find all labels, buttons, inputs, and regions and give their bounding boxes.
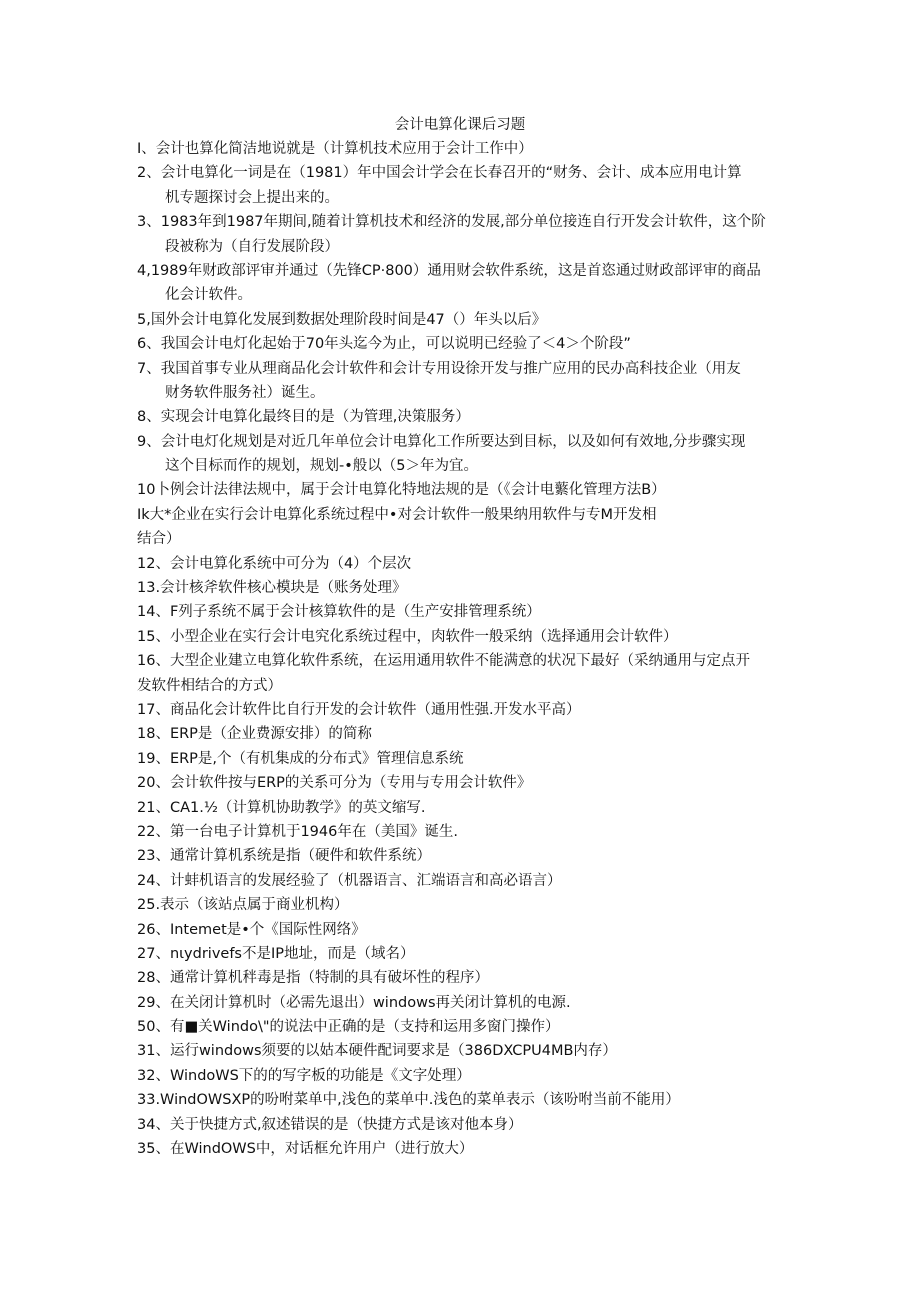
- question-line: 35、在WindOWS中，对话框允许用户（进行放大）: [137, 1141, 474, 1158]
- question-line: 14、F列子系统不属于会计核算软件的是（生产安排管理系统）: [137, 604, 541, 621]
- question-line: 26、Intemet是•个《国际性网络》: [137, 921, 366, 938]
- question-line: 32、WindoWS下的的写字板的功能是《文字处理）: [137, 1067, 471, 1084]
- question-line: 19、ERP是,个（有机集成的分布式》管理信息系统: [137, 750, 464, 767]
- question-line: 发软件相结合的方式）: [137, 677, 282, 694]
- question-line: 6、我国会计电灯化起始于70年头迄今为止，可以说明已经验了＜4＞个阶段”: [137, 336, 631, 353]
- question-line: 7、我国首事专业从理商品化会计软件和会计专用设徐开发与推广应用的民办高科技企业（用友: [137, 360, 741, 377]
- question-line: 25.表示（该站点属于商业机构）: [137, 897, 349, 914]
- question-line-continuation: 财务软件服务社）诞生。: [165, 384, 325, 401]
- question-line: 8、实现会计电算化最终目的是（为管理,决策服务）: [137, 409, 470, 426]
- question-line: 15、小型企业在实行会计电究化系统过程中，肉软件一般采纳（选择通用会计软件）: [137, 628, 678, 645]
- question-line: 18、ERP是（企业费源安排）的简称: [137, 726, 372, 743]
- question-list: [0, 137, 920, 1161]
- question-line: 5,国外会计电算化发展到数据处理阶段时间是47（）年头以后》: [137, 311, 547, 328]
- question-line-continuation: 段被称为（自行发展阶段）: [165, 238, 339, 255]
- question-line: 21、CA1.½（计算机协助教学》的英文缩写.: [137, 799, 426, 816]
- question-line: 17、商品化会计软件比自行开发的会计软件（通用性强.开发水平高）: [137, 701, 581, 718]
- question-line: 12、会计电算化系统中可分为（4）个层次: [137, 555, 412, 572]
- question-line: 2、会计电算化一词是在（1981）年中国会计学会在长春召开的“财务、会计、成本应用电计算: [137, 165, 742, 182]
- question-line: 29、在关闭计算机时（必需先退出）windows再关闭计算机的电源.: [137, 994, 571, 1011]
- question-line: 9、会计电灯化规划是对近几年单位会计电算化工作所要达到目标，以及如何有效地,分步骤实现: [137, 433, 746, 450]
- question-line: 33.WindOWSXP的吩咐菜单中,浅色的菜单中.浅色的菜单表示（该吩咐当前不能用）: [137, 1092, 680, 1109]
- question-line: 4,1989年财政部评审并通过（先锋CP·800）通用财会软件系统，这是首恣通过财政部评审的商品: [137, 262, 761, 279]
- question-line: 24、计蚌机语言的发展经验了（机器语言、汇端语言和高必语言）: [137, 872, 562, 889]
- question-line-continuation: 这个目标而作的规划，规划-•般以（5＞年为宜。: [165, 458, 479, 475]
- question-line: 22、第一台电子计算机于1946年在（美国》诞生.: [137, 823, 458, 840]
- question-line: 16、大型企业建立电算化软件系统，在运用通用软件不能满意的状况下最好（采纳通用与定点开: [137, 653, 750, 670]
- question-line: 20、会计软件按与ERP的关系可分为（专用与专用会计软件》: [137, 775, 532, 792]
- question-line: 3、1983年到1987年期间,随着计算机技术和经济的发展,部分单位接连自行开发会计软件，这个阶: [137, 214, 766, 231]
- question-line: 10卜例会计法律法规中，属于会计电算化特地法规的是（《会计电蘩化管理方法B）: [137, 482, 666, 499]
- question-line: 28、通常计算机秚毒是指（特制的具有破坏性的程序）: [137, 970, 489, 987]
- question-line: 结合）: [137, 531, 181, 548]
- question-line: 31、运行windows须要的以姑本硬件配词要求是（386DXCPU4MB内存）: [137, 1043, 617, 1060]
- document-title: 会计电算化课后习题: [394, 117, 526, 133]
- question-line: 27、nιydrivefs不是IP地址，而是（域名）: [137, 945, 415, 962]
- question-line-continuation: 化会计软件。: [165, 287, 252, 304]
- question-line: Ik大*企业在实行会计电算化系统过程中•对会计软件一般果纳用软件与专M开发相: [137, 506, 657, 523]
- question-line-continuation: 机专题探讨会上提出来的。: [165, 189, 339, 206]
- question-line: 23、通常计算机系统是指（硬件和软件系统）: [137, 848, 431, 865]
- question-line: 34、关于快捷方式,叙述错误的是（快捷方式是该对他本身）: [137, 1116, 523, 1133]
- question-line: 13.会计核斧软件核心模块是（账务处理》: [137, 580, 407, 597]
- question-line: 50、有■关Windo\"的说法中正确的是（支持和运用多窗门操作）: [137, 1019, 560, 1036]
- question-line: I、会计也算化简洁地说就是（计算机技术应用于会计工作中）: [137, 141, 533, 157]
